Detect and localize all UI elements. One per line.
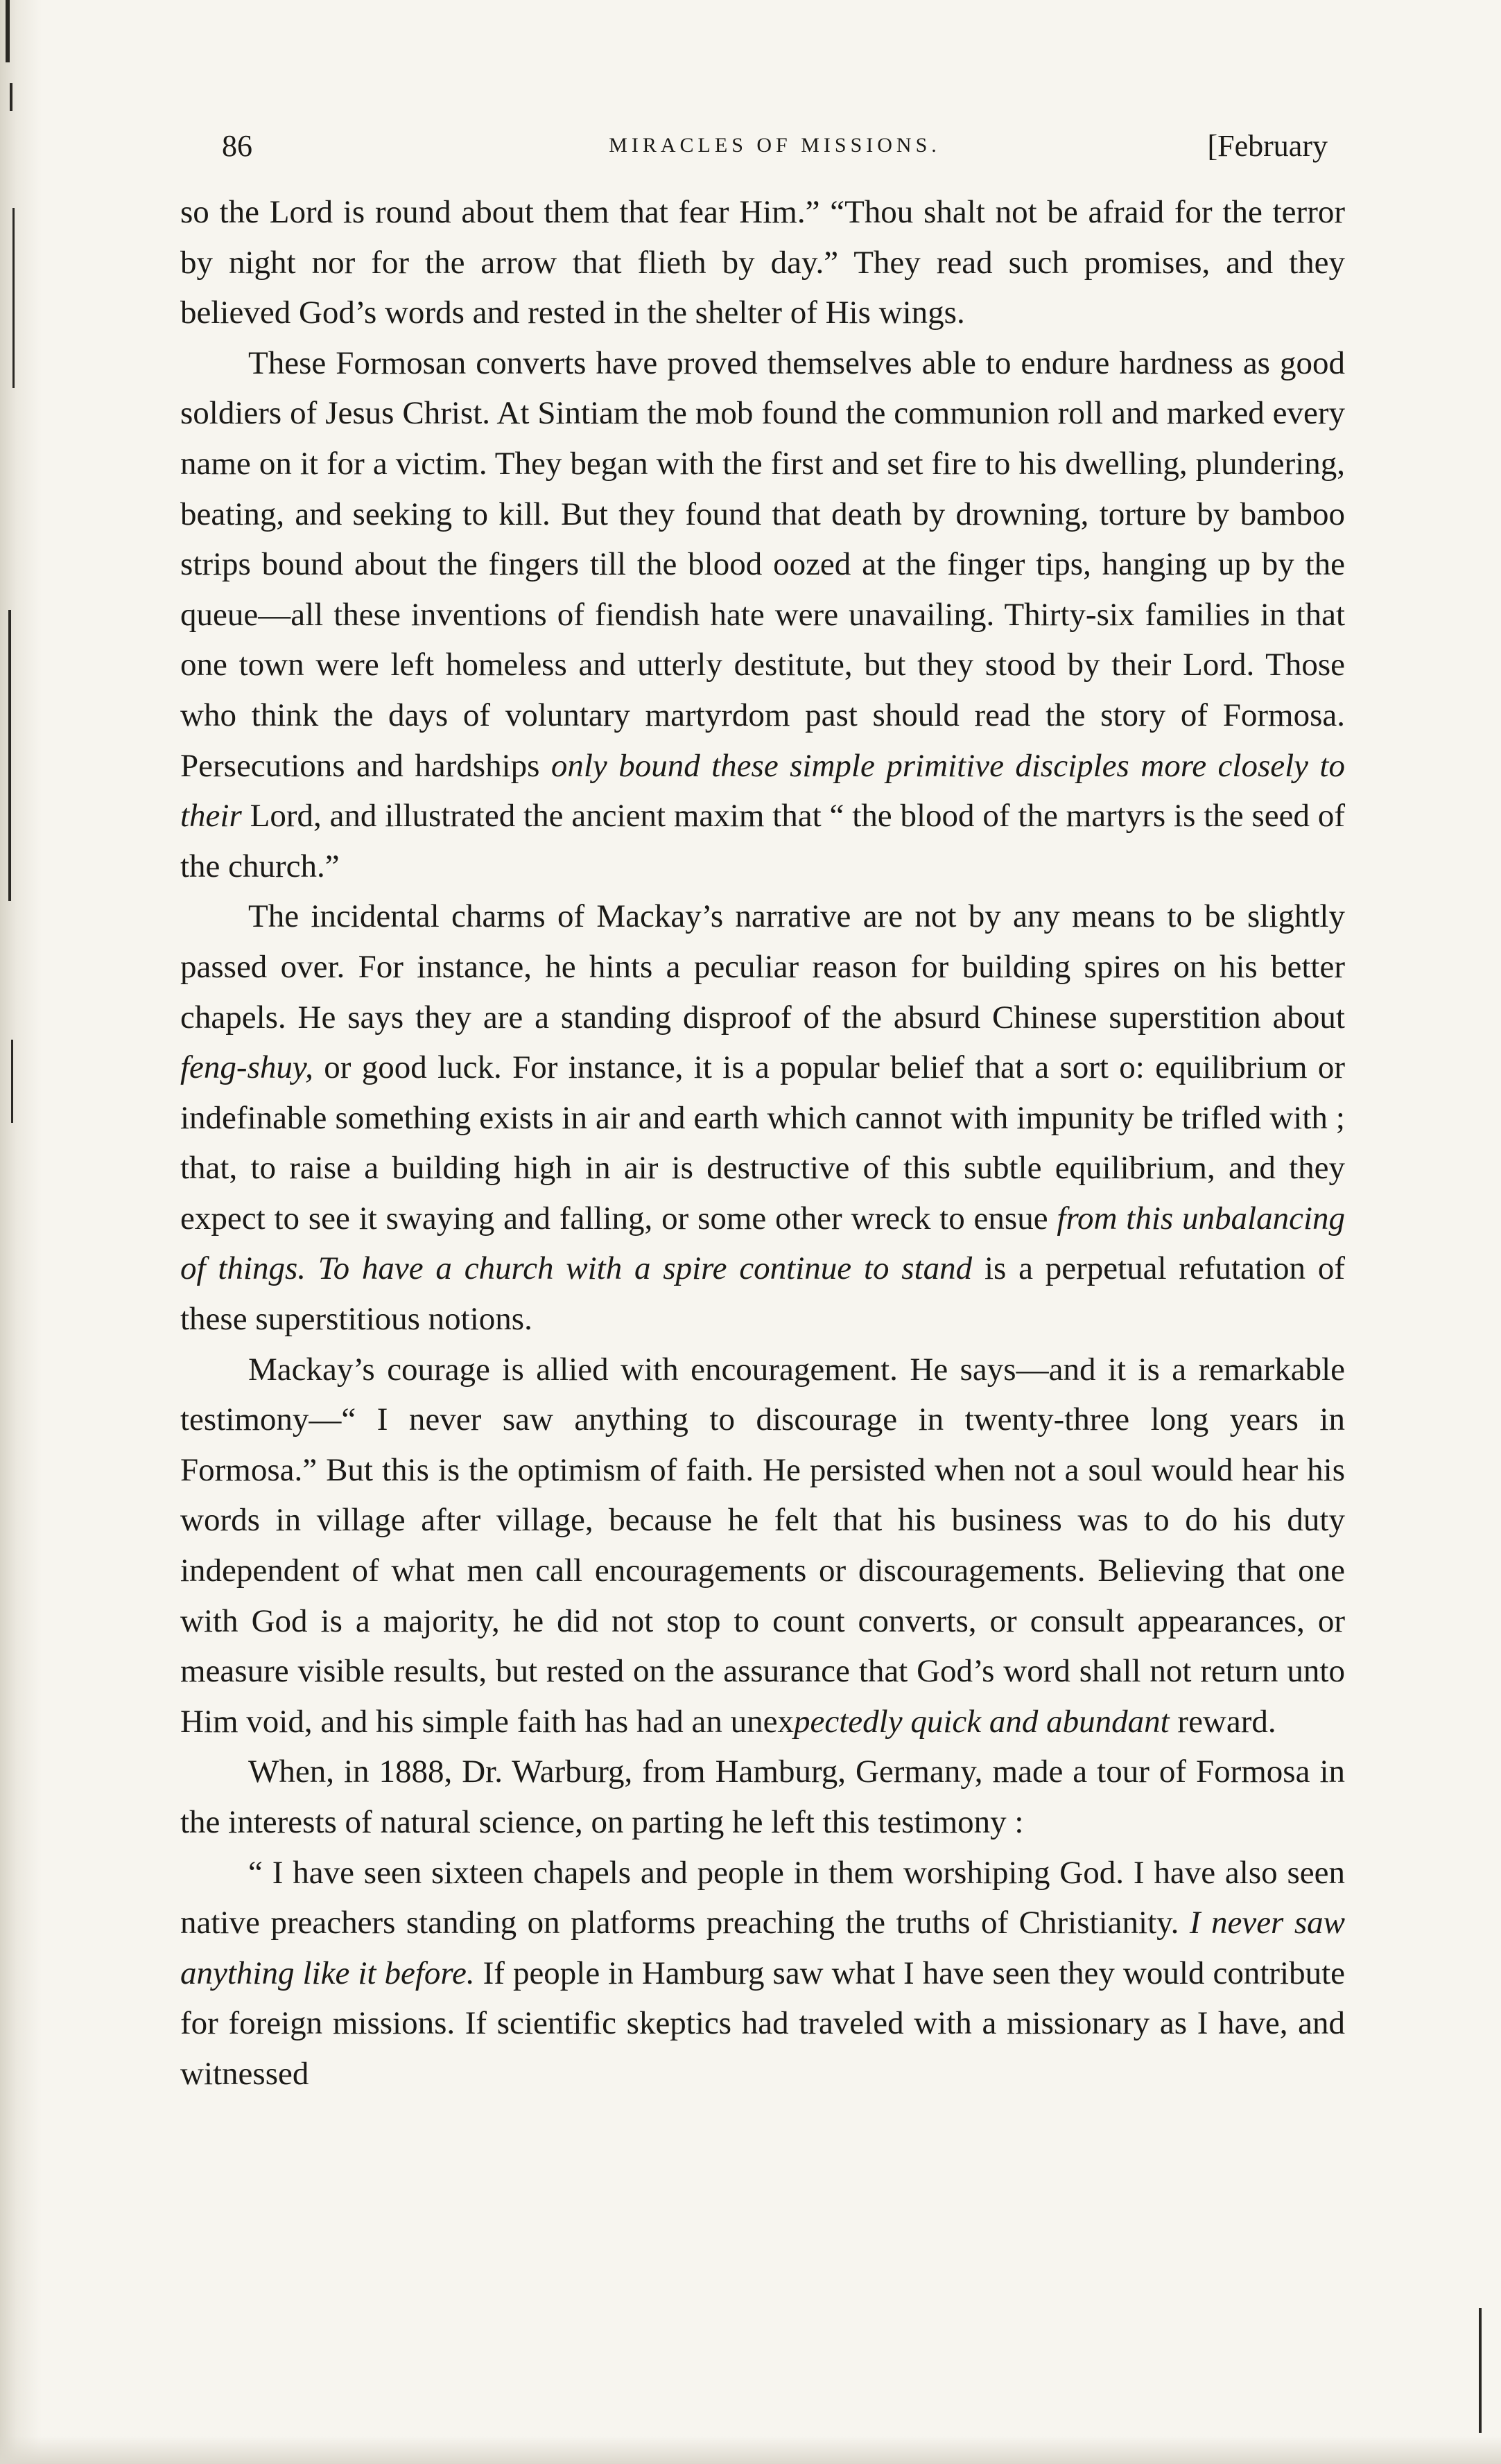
gutter-mark xyxy=(10,83,12,111)
running-head: MIRACLES OF MISSIONS. xyxy=(609,134,941,157)
text-run: so the Lord is round about them that fear Him.” “Thou shalt not be afraid for the terror by night nor for the arrow that flieth by day.” They read such promises, and they believed God’s words and rested in the shelter of His wings. xyxy=(180,194,1345,331)
text-run: “ I have seen sixteen chapels and people in them worshiping God. I have also seen native preachers standing on platforms preaching the truths of Christianity. xyxy=(180,1854,1345,1941)
gutter-mark xyxy=(11,1040,13,1123)
italic-text: feng-shuy, xyxy=(180,1049,313,1086)
text-run: Lord, and illustrated the ancient maxim that “ the blood of the martyrs is the seed of the church.” xyxy=(180,798,1345,884)
text-run: When, in 1888, Dr. Warburg, from Hamburg, Germany, made a tour of Formosa in the interests of natural science, on parting he left this testimony : xyxy=(180,1754,1345,1840)
text-run: reward. xyxy=(1169,1703,1276,1740)
paragraph xyxy=(180,1345,1345,1747)
paragraph xyxy=(180,187,1345,338)
paragraph xyxy=(180,1747,1345,1847)
paragraph xyxy=(180,338,1345,892)
gutter-mark xyxy=(8,610,11,901)
page-edge-mark xyxy=(1479,2308,1482,2433)
page-bottom-shadow xyxy=(0,2436,1501,2464)
body-text xyxy=(180,187,1345,2099)
text-run: Mackay’s courage is allied with encouragement. He says—and it is a remarkable testimony—“ I never saw anything to discourage in twenty-three long years in Formosa.” But this is the optimism of faith. He persisted when not a soul would hear his words in village after village, because he felt that his business was to do his duty independent of what men call encouragements or discouragements. Believing that one with God is a majority, he did not stop to count converts, or consult appearances, or measure visible results, but rested on the assurance that God’s word shall not return unto Him void, and his simple faith has had an unex xyxy=(180,1351,1345,1740)
text-run: The incidental charms of Mackay’s narrative are not by any means to be slightly passed over. For instance, he hints a peculiar reason for building spires on his better chapels. He says they are a standing disproof of the absurd Chinese superstition about xyxy=(180,898,1345,1036)
paragraph xyxy=(180,1848,1345,2099)
italic-text: pectedly quick and abundant xyxy=(794,1703,1170,1740)
gutter-mark xyxy=(6,0,10,62)
header-month: [February xyxy=(1207,129,1328,163)
text-run: or good luck. For instance, it is a popular belief that a sort o: equilibrium or indefinable something exists in air and earth which cannot with impunity be trifled with ; that, to raise a building high in air is destructive of this subtle equilibrium, and they expect to see it swaying and falling, or some other wreck to ensue xyxy=(180,1049,1345,1237)
italic-text: I never saw anything like it before. xyxy=(180,1905,1345,1991)
paragraph xyxy=(180,891,1345,1344)
text-run: is a perpetual refutation of these superstitious notions. xyxy=(180,1250,1345,1338)
gutter-mark xyxy=(12,208,15,388)
page-gutter-shadow xyxy=(0,0,42,2464)
text-run: These Formosan converts have proved themselves able to endure hardness as good soldiers of Jesus Christ. At Sintiam the mob found the communion roll and marked every name on it for a victim. They began with the first and set fire to his dwelling, plundering, beating, and seeking to kill. But they found that death by drowning, torture by bamboo strips bound about the fingers till the blood oozed at the finger tips, hanging up by the queue—all these inventions of fiendish hate were unavailing. Thirty-six families in that one town were left homeless and utterly destitute, but they stood by their Lord. Those who think the days of voluntary martyrdom past should read the story of Formosa. Persecutions and hardships xyxy=(180,344,1345,784)
italic-text: only bound these simple primitive disciples more closely to their xyxy=(180,747,1345,835)
text-run: If people in Hamburg saw what I have seen they would contribute for foreign missions. If scientific skeptics had traveled with a missionary as I have, and witnessed xyxy=(180,1955,1346,2092)
page-header xyxy=(222,128,1328,177)
italic-text: from this unbalancing of things. To have a church with a spire continue to stand xyxy=(180,1200,1345,1287)
page-number: 86 xyxy=(222,129,252,163)
